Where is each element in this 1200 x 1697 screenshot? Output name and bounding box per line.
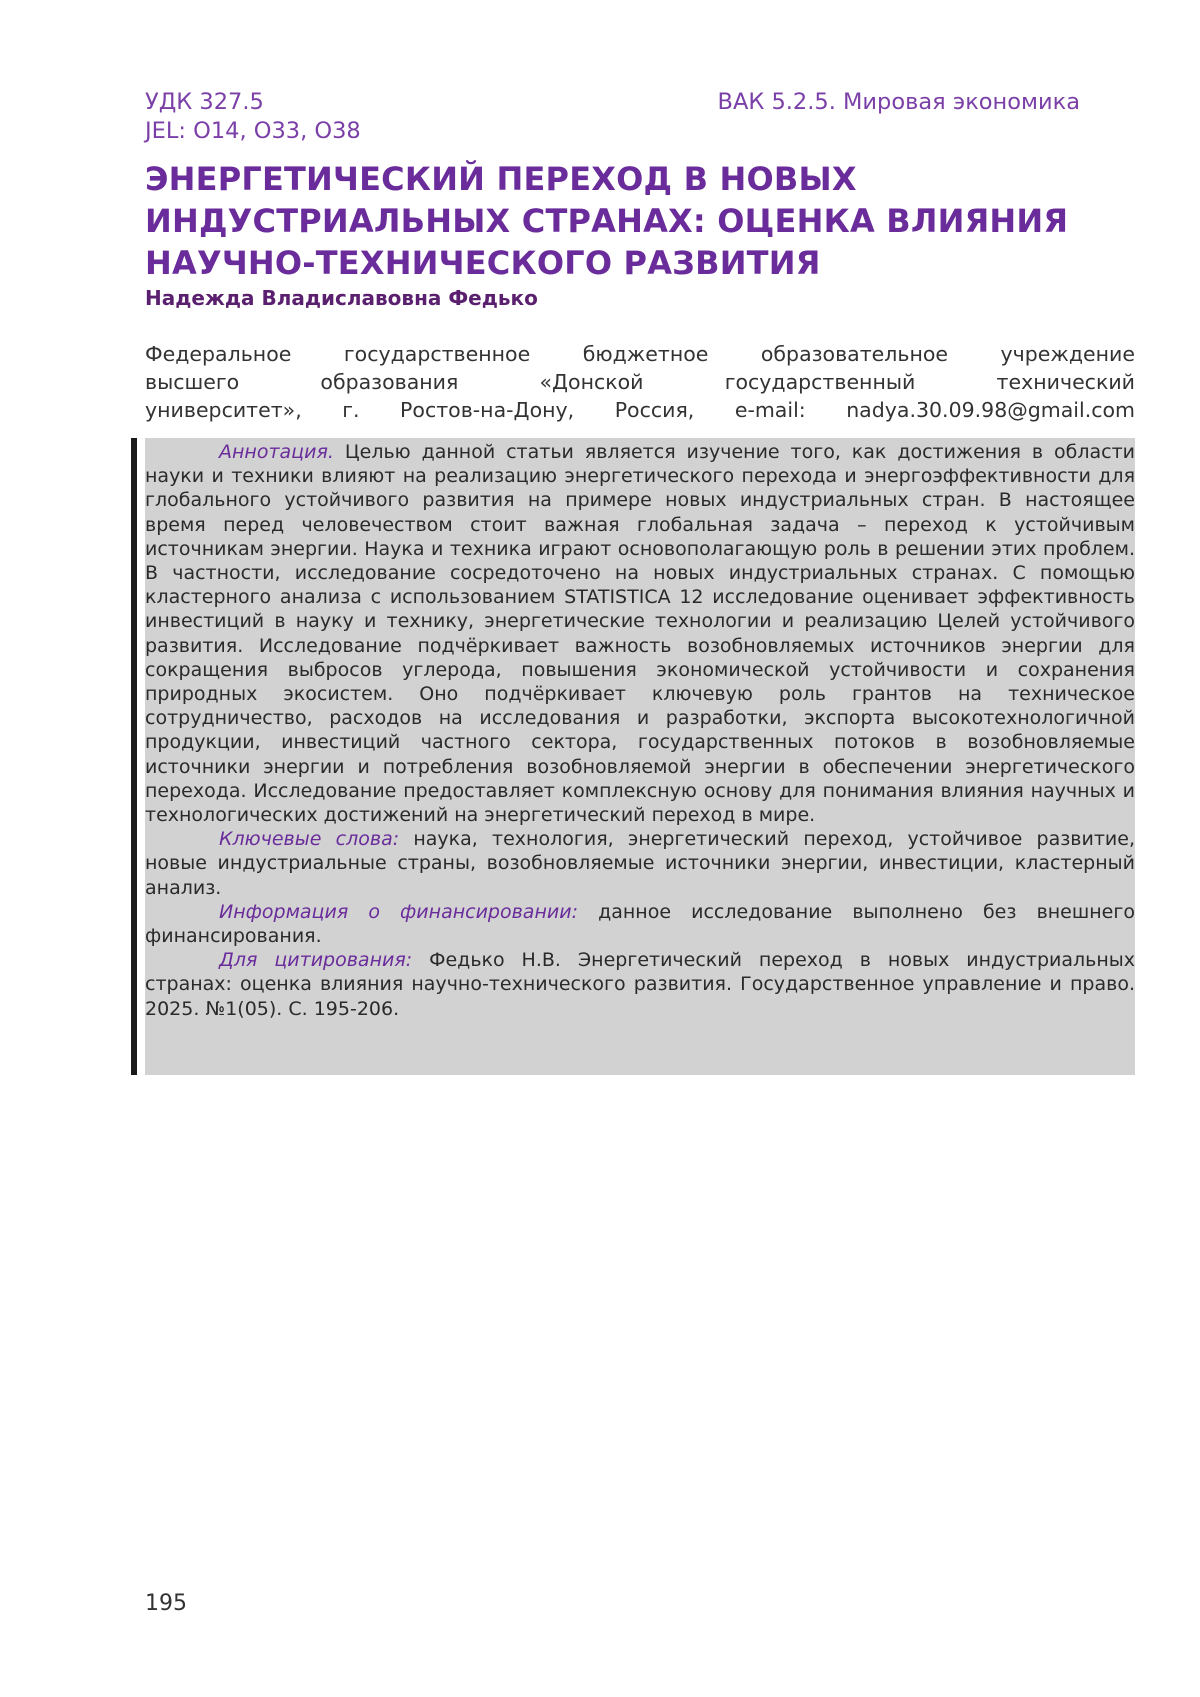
affiliation-word: бюджетное <box>582 342 709 366</box>
affiliation-line <box>145 396 1135 424</box>
page-number: 195 <box>145 1591 187 1616</box>
affiliation-word: Ростов-на-Дону, <box>400 398 575 422</box>
affiliation-word: Федеральное <box>145 342 292 366</box>
citation-text: Федько Н.В. Энергетический переход в новых индустриальных странах: оценка влияния научно-технического развития. Государственное управление и право. 2025. №1(05). С. 195-206. <box>145 949 1136 1020</box>
affiliation-word: Россия, <box>614 398 695 422</box>
abstract-paragraph <box>145 440 1135 827</box>
affiliation-word: e-mail: <box>734 398 806 422</box>
vak-specialty: ВАК 5.2.5. Мировая экономика <box>717 89 1080 115</box>
affiliation-word: образовательное <box>760 342 949 366</box>
affiliation-word: высшего <box>145 370 240 394</box>
funding-text: данное исследование выполнено без внешнего финансирования. <box>145 900 1135 948</box>
author-affiliation <box>145 340 1135 424</box>
jel-codes: JEL: O14, O33, O38 <box>145 118 361 144</box>
affiliation-word: государственный <box>724 370 916 394</box>
affiliation-word: учреждение <box>1000 342 1135 366</box>
affiliation-word: образования <box>320 370 459 394</box>
affiliation-line <box>145 368 1135 396</box>
affiliation-word: технический <box>996 370 1135 394</box>
funding-label: Информация о финансировании: <box>219 900 578 923</box>
udc-code: УДК 327.5 <box>145 89 264 115</box>
classification-header <box>145 88 1080 146</box>
abstract-side-bar <box>131 438 137 1075</box>
abstract-text: Целью данной статьи является изучение того, как достижения в области науки и техники влияют на реализацию энергетического перехода и энергоэффективности для глобального устойчивого развития на примере новых индустриальных стран. В настоящее время перед человечеством стоит важная глобальная задача – переход к устойчивым источникам энергии. Наука и техника играют основополагающую роль в решении этих проблем. В частности, исследование сосредоточено на новых индустриальных странах. С помощью кластерного анализа с использованием STATISTICA 12 исследование оценивает эффективность инвестиций в науку и технику, энергетические технологии и реализацию Целей устойчивого развития. Исследование подчёркивает важность возобновляемых источников энергии для сокращения выбросов углерода, повышения экономической устойчивости и сохранения природных экосистем. Оно подчёркивает ключевую роль грантов на техническое сотрудничество, расходов на исследования и разработки, экспорта высокотехнологичной продукции, инвестиций частного сектора, государственных потоков в возобновляемые источники энергии и потребления возобновляемой энергии в обеспечении энергетического перехода. Исследование предоставляет комплексную основу для понимания влияния научных и технологических достижений на энергетический переход в мире. <box>145 441 1135 827</box>
abstract-label: Аннотация. <box>219 441 334 463</box>
keywords-paragraph <box>145 827 1135 900</box>
affiliation-word: государственное <box>343 342 531 366</box>
keywords-text: наука, технология, энергетический переход, устойчивое развитие, новые индустриальные страны, возобновляемые источники энергии, инвестиции, кластерный анализ. <box>145 828 1135 899</box>
affiliation-word: г. <box>342 398 360 422</box>
article-title: ЭНЕРГЕТИЧЕСКИЙ ПЕРЕХОД В НОВЫХ ИНДУСТРИАЛЬНЫХ СТРАНАХ: ОЦЕНКА ВЛИЯНИЯ НАУЧНО-ТЕХНИЧЕСКОГО РАЗВИТИЯ <box>145 160 1069 282</box>
affiliation-word: университет», <box>145 398 302 422</box>
funding-paragraph <box>145 900 1135 948</box>
affiliation-word: «Донской <box>539 370 644 394</box>
citation-label: Для цитирования: <box>219 949 413 972</box>
abstract-block <box>145 438 1135 1075</box>
author-name: Надежда Владиславовна Федько <box>145 286 538 310</box>
keywords-label: Ключевые слова: <box>219 828 400 851</box>
affiliation-line <box>145 340 1135 368</box>
affiliation-word: nadya.30.09.98@gmail.com <box>846 398 1135 422</box>
citation-paragraph <box>145 948 1135 1021</box>
